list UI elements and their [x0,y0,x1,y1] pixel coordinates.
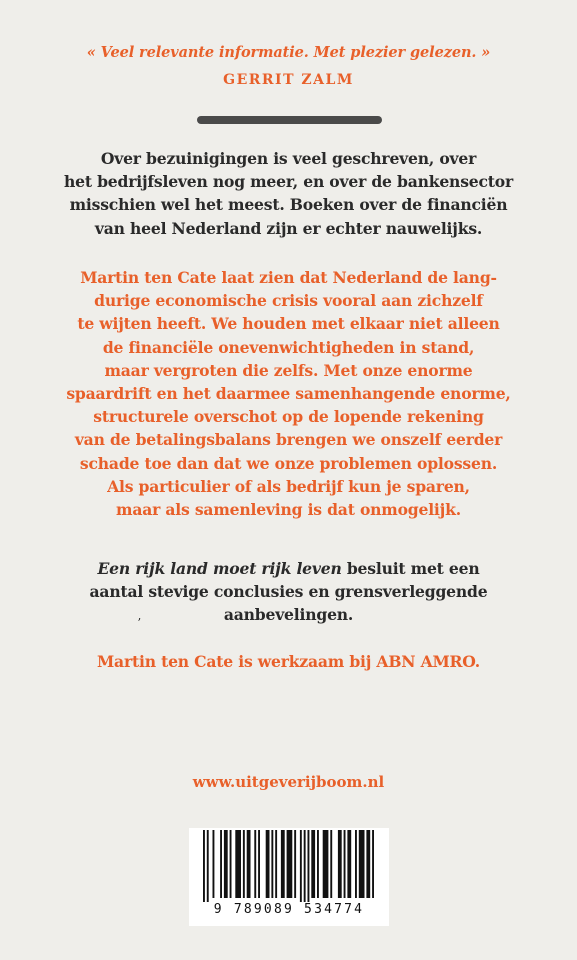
barcode-bar [287,830,293,898]
barcode-bar [359,830,365,898]
text-line: de financiële onevenwichtigheden in stand, [102,337,475,357]
barcode-bar [258,830,260,898]
description-paragraph-1 [60,147,517,240]
barcode-bar [254,830,256,898]
barcode-bar [338,830,342,898]
isbn-number: 9 789089 534774 [213,902,365,917]
text-line: van heel Nederland zijn er echter nauwelijks. [94,218,483,238]
author-note: Martin ten Cate is werkzaam bij ABN AMRO. [97,652,480,671]
text-line: van de betalingsbalans brengen we onszelf eerder [74,430,503,450]
barcode-bar [207,830,209,902]
text-line: Als particulier of als bedrijf kun je sparen, [107,476,470,496]
barcode-bar [235,830,241,898]
text-line: spaardrift en het daarmee samenhangende enorme, [66,384,511,404]
description-paragraph-2 [60,266,517,521]
text-line: Martin ten Cate laat zien dat Nederland de lang- [80,268,497,287]
text-line: structurele overschot op de lopende rekening [93,407,484,427]
blurb-quote: « Veel relevante informatie. Met plezier gelezen. » [86,44,491,61]
divider-bar [197,116,382,124]
barcode [189,828,389,926]
text-line: aantal stevige conclusies en grensverleggende [89,582,488,602]
barcode-bar [366,830,370,898]
barcode-bar [266,830,270,898]
barcode-bar [347,830,351,898]
barcode-bar [355,830,357,898]
barcode-bar [372,830,374,898]
barcode-bar [300,830,302,902]
barcode-bar [308,830,310,902]
text-line: aanbevelingen. [223,605,354,625]
barcode-bar [230,830,232,898]
text-line: te wijten heeft. We houden met elkaar niet alleen [77,314,500,334]
barcode-bar [220,830,222,898]
text-fragment: besluit met een [341,559,480,578]
text-line: maar vergroten die zelfs. Met onze enorme [104,360,473,380]
description-paragraph-3 [60,557,517,627]
text-line: het bedrijfsleven nog meer, en over de bankensector [63,172,514,192]
barcode-bar [275,830,277,898]
barcode-bar [247,830,251,898]
barcode-bar [294,830,296,898]
text-line: durige economische crisis vooral aan zichzelf [94,291,483,311]
barcode-bars [199,830,379,902]
barcode-bar [311,830,315,898]
text-line [60,557,517,580]
text-line: schade toe dan dat we onze problemen oplossen. [79,453,498,473]
text-line: maar als samenleving is dat onmogelijk. [116,500,461,520]
barcode-bar [304,830,306,902]
barcode-bar [271,830,273,898]
book-title-italic: Een rijk land moet rijk leven [97,559,342,578]
barcode-bar [330,830,332,898]
barcode-bar [224,830,228,898]
text-line: misschien wel het meest. Boeken over de financiën [69,195,508,215]
barcode-bar [281,830,285,898]
website-link[interactable]: www.uitgeverijboom.nl [192,773,385,791]
stray-mark: ʼ [137,616,141,630]
barcode-bar [203,830,205,902]
barcode-bar [317,830,319,898]
text-line: Over bezuinigingen is veel geschreven, over [100,149,477,168]
barcode-bar [243,830,245,898]
blurb-author: GERRIT ZALM [223,72,354,88]
barcode-bar [213,830,215,898]
barcode-bar [323,830,329,898]
barcode-bar [344,830,346,898]
